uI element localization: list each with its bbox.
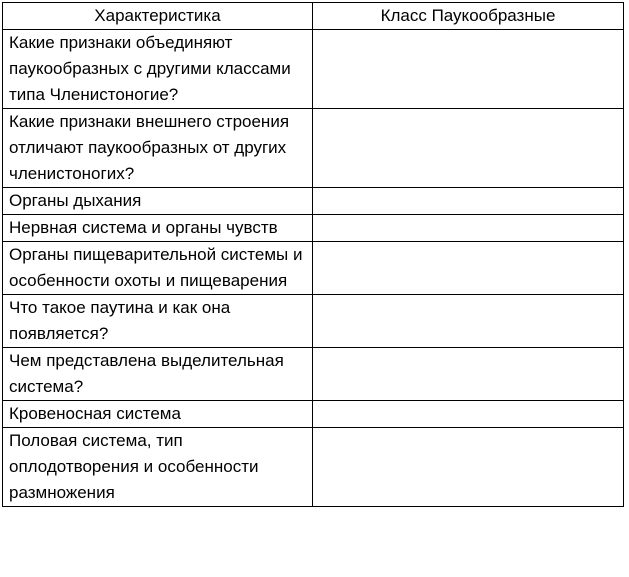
characteristic-cell: Какие признаки объединяют паукообразных с другими классами типа Членистоногие? xyxy=(3,30,313,109)
answer-cell[interactable] xyxy=(313,295,624,348)
answer-cell[interactable] xyxy=(313,30,624,109)
table-row xyxy=(3,348,624,401)
answer-cell[interactable] xyxy=(313,188,624,215)
table-row xyxy=(3,215,624,242)
answer-cell[interactable] xyxy=(313,428,624,507)
answer-cell[interactable] xyxy=(313,215,624,242)
characteristic-cell: Органы дыхания xyxy=(3,188,313,215)
characteristic-cell: Какие признаки внешнего строения отличают паукообразных от других членистоногих? xyxy=(3,109,313,188)
table-row xyxy=(3,30,624,109)
header-class-arachnids: Класс Паукообразные xyxy=(313,3,624,30)
table-row xyxy=(3,401,624,428)
answer-cell[interactable] xyxy=(313,348,624,401)
characteristic-cell: Нервная система и органы чувств xyxy=(3,215,313,242)
characteristic-cell: Половая система, тип оплодотворения и особенности размножения xyxy=(3,428,313,507)
table-header-row xyxy=(3,3,624,30)
table-row xyxy=(3,188,624,215)
header-characteristic: Характеристика xyxy=(3,3,313,30)
answer-cell[interactable] xyxy=(313,401,624,428)
characteristics-table xyxy=(2,2,624,507)
table-row xyxy=(3,428,624,507)
answer-cell[interactable] xyxy=(313,109,624,188)
table-row xyxy=(3,242,624,295)
characteristic-cell: Чем представлена выделительная система? xyxy=(3,348,313,401)
characteristic-cell: Органы пищеварительной системы и особенности охоты и пищеварения xyxy=(3,242,313,295)
table-row xyxy=(3,109,624,188)
answer-cell[interactable] xyxy=(313,242,624,295)
table-row xyxy=(3,295,624,348)
characteristic-cell: Что такое паутина и как она появляется? xyxy=(3,295,313,348)
characteristic-cell: Кровеносная система xyxy=(3,401,313,428)
